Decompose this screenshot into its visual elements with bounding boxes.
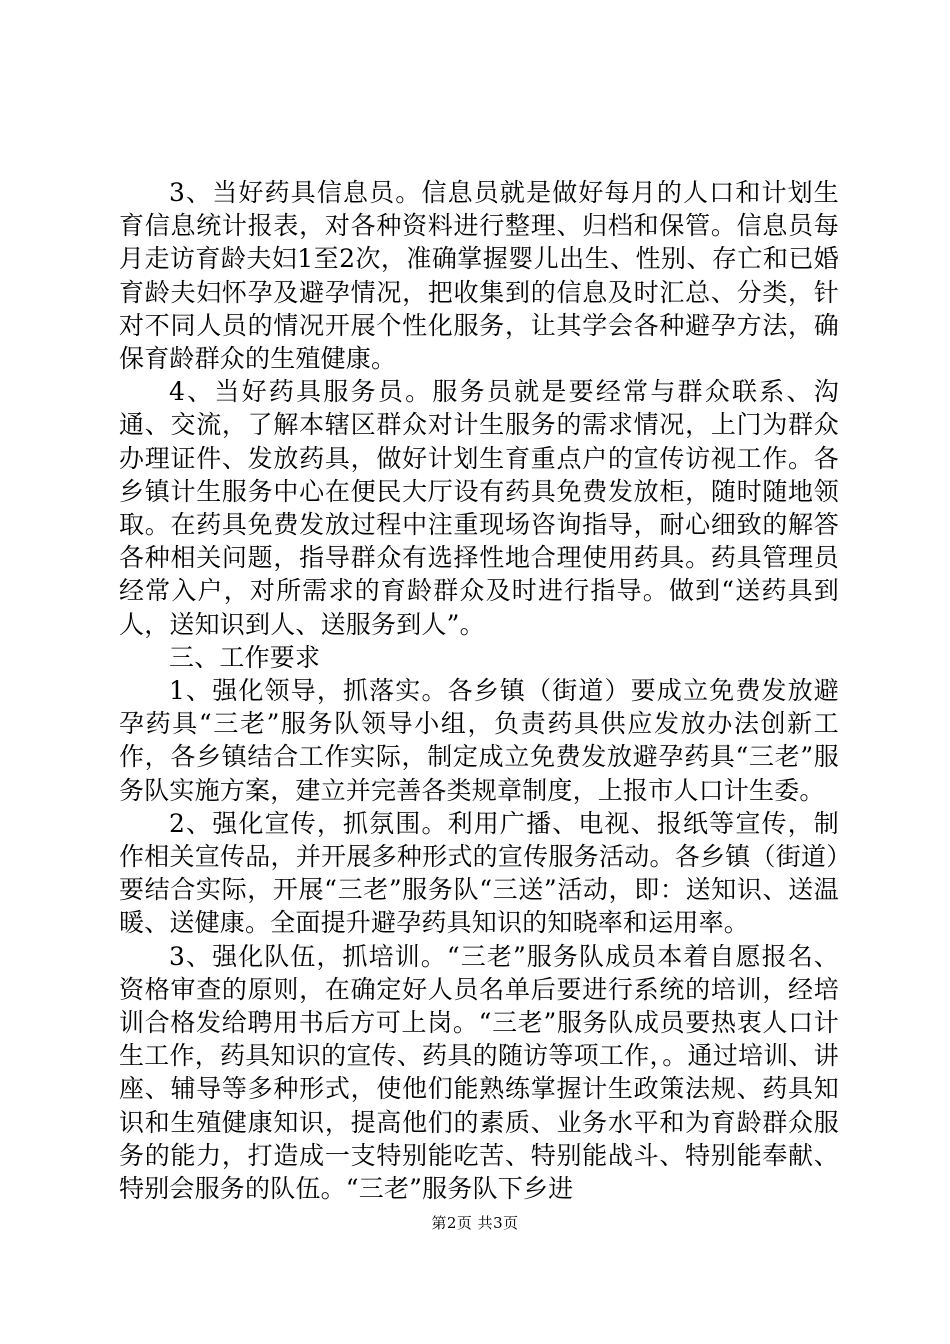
paragraph-leadership: 1、强化领导，抓落实。各乡镇（街道）要成立免费发放避孕药具“三老”服务队领导小组，负责药具供应发放办法创新工作，各乡镇结合工作实际，制定成立免费发放避孕药具“三老”服务队实施方案，建立并完善各类规章制度，上报市人口计生委。 — [119, 676, 839, 805]
document-body — [119, 176, 839, 1205]
paragraph-publicity: 2、强化宣传，抓氛围。利用广播、电视、报纸等宣传，制作相关宣传品，并开展多种形式的宣传服务活动。各乡镇（街道）要结合实际，开展“三老”服务队“三送”活动，即：送知识、送温暖、送健康。全面提升避孕药具知识的知晓率和运用率。 — [119, 808, 839, 938]
page-footer: 第2页 共3页 — [431, 1214, 519, 1232]
paragraph-info-officer: 3、当好药具信息员。信息员就是做好每月的人口和计划生育信息统计报表，对各种资料进行整理、归档和保管。信息员每月走访育龄夫妇1至2次，准确掌握婴儿出生、性别、存亡和已婚育龄夫妇怀孕及避孕情况，把收集到的信息及时汇总、分类，针对不同人员的情况开展个性化服务，让其学会各种避孕方法，确保育龄群众的生殖健康。 — [119, 178, 839, 374]
paragraph-team-training: 3、强化队伍，抓培训。“三老”服务队成员本着自愿报名、资格审查的原则，在确定好人员名单后要进行系统的培训，经培训合格发给聘用书后方可上岗。“三老”服务队成员要热衷人口计生工作，药具知识的宣传、药具的随访等项工作，。通过培训、讲座、辅导等多种形式，使他们能熟练掌握计生政策法规、药具知识和生殖健康知识，提高他们的素质、业务水平和为育龄群众服务的能力，打造成一支特别能吃苦、特别能战斗、特别能奉献、特别会服务的队伍。“三老”服务队下乡进 — [119, 941, 839, 1204]
paragraph-service-officer: 4、当好药具服务员。服务员就是要经常与群众联系、沟通、交流，了解本辖区群众对计生服务的需求情况，上门为群众办理证件、发放药具，做好计划生育重点户的宣传访视工作。各乡镇计生服务中心在便民大厅设有药具免费发放柜，随时随地领取。在药具免费发放过程中注重现场咨询指导，耐心细致的解答各种相关问题，指导群众有选择性地合理使用药具。药具管理员经常入户，对所需求的育龄群众及时进行指导。做到“送药具到人，送知识到人、送服务到人”。 — [119, 377, 839, 639]
section-heading-work-requirements: 三、工作要求 — [169, 642, 321, 672]
